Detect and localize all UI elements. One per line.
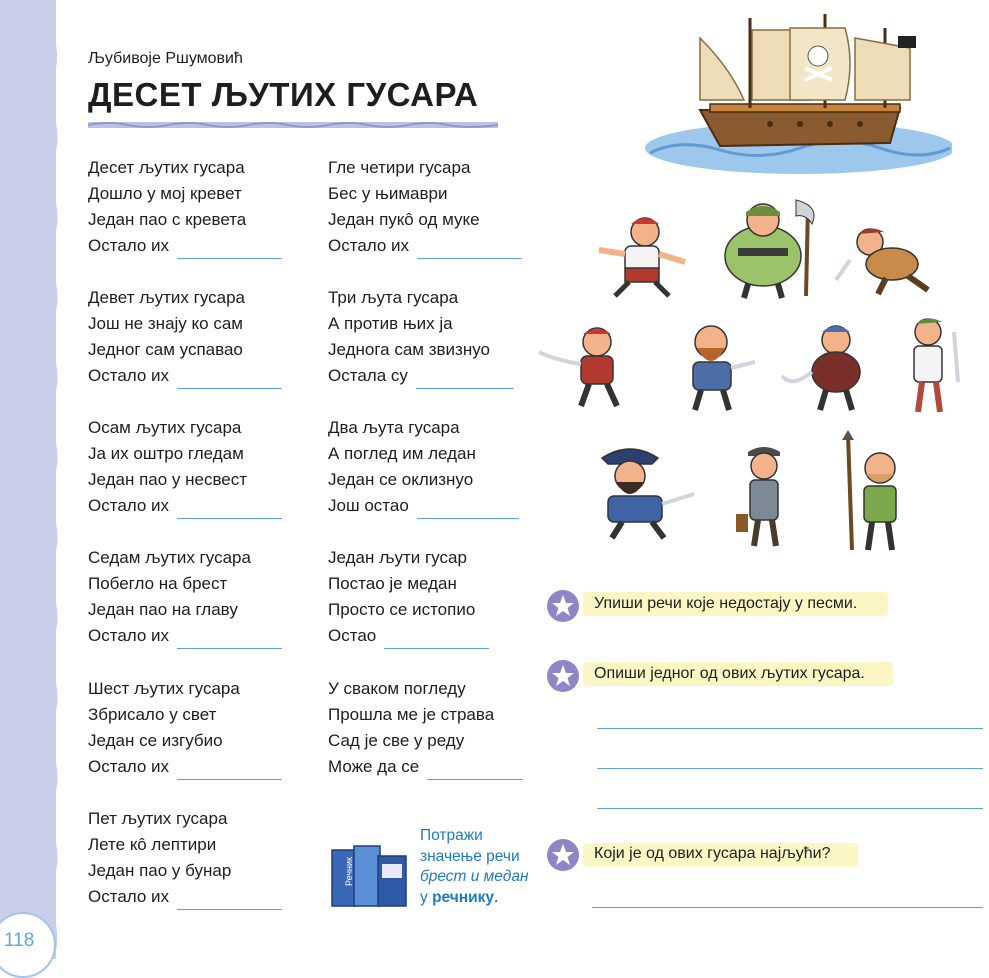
poem-line: Сад је све у реду bbox=[328, 731, 465, 750]
poem-line: Остало их bbox=[88, 496, 170, 515]
poem-line: Десет љутих гусара bbox=[88, 158, 245, 177]
poem-line: А против њих ја bbox=[328, 314, 453, 333]
answer-line[interactable] bbox=[597, 768, 983, 769]
stanza-4 bbox=[88, 545, 308, 649]
fill-in-blank[interactable] bbox=[177, 500, 282, 519]
poem-line: Још не знају ко сам bbox=[88, 314, 243, 333]
poem-line: Бес у њимаври bbox=[328, 184, 448, 203]
pirate-with-axe-illustration bbox=[708, 196, 828, 300]
poem-line: Три љута гусара bbox=[328, 288, 459, 307]
answer-line[interactable] bbox=[597, 808, 983, 809]
dictionary-line-2: значење речи bbox=[420, 847, 520, 865]
pirate-sword-illustration bbox=[535, 320, 655, 410]
poem-line: Још остао bbox=[328, 496, 409, 515]
fill-in-blank[interactable] bbox=[177, 630, 282, 649]
stanza-3 bbox=[88, 415, 308, 519]
poem-line: Један љути гусар bbox=[328, 548, 467, 567]
poem-line: Гле четири гусара bbox=[328, 158, 471, 177]
stanza-5 bbox=[88, 676, 308, 780]
poem-line: Просто се истопио bbox=[328, 600, 476, 619]
stanza-6 bbox=[88, 806, 308, 910]
poem-line: Остало их bbox=[328, 236, 410, 255]
fill-in-blank[interactable] bbox=[427, 761, 523, 780]
poem-line: Један пукô од муке bbox=[328, 210, 480, 229]
poem-line: Пет љутих гусара bbox=[88, 809, 228, 828]
answer-line[interactable] bbox=[597, 728, 983, 729]
task-1-text: Упиши речи које недостају у песми. bbox=[594, 595, 858, 612]
poem-line: Један се изгубио bbox=[88, 731, 223, 750]
page-number: 118 bbox=[4, 930, 35, 951]
poem-line: Седам љутих гусара bbox=[88, 548, 251, 567]
poem-line: Остало их bbox=[88, 366, 170, 385]
task-star-icon bbox=[546, 589, 580, 623]
stanza-7 bbox=[328, 155, 548, 259]
task-star-icon bbox=[546, 659, 580, 693]
task-star-icon bbox=[546, 838, 580, 872]
task-2-text: Опиши једног од ових љутих гусара. bbox=[594, 665, 865, 682]
task-3-text: Који је од ових гусара најљући? bbox=[594, 845, 831, 862]
poem-line: Остао bbox=[328, 626, 377, 645]
stanza-1 bbox=[88, 155, 308, 259]
stanza-11 bbox=[328, 676, 548, 780]
poem-line: Два љута гусара bbox=[328, 418, 460, 437]
poem-line: А поглед им ледан bbox=[328, 444, 476, 463]
pirate-with-spear-illustration bbox=[830, 430, 920, 554]
poem-line: Девет љутих гусара bbox=[88, 288, 245, 307]
poem-line: Постао је медан bbox=[328, 574, 457, 593]
pirate-crouching-illustration bbox=[830, 220, 940, 300]
poem-line: Ја их оштро гледам bbox=[88, 444, 244, 463]
title-underline bbox=[88, 120, 498, 130]
poem-line: Један пао на главу bbox=[88, 600, 238, 619]
answer-line[interactable] bbox=[592, 907, 983, 908]
dictionary-words: брест и медан bbox=[420, 868, 529, 885]
dictionary-prep: у bbox=[420, 888, 428, 906]
pirate-ship-illustration bbox=[640, 8, 952, 178]
fill-in-blank[interactable] bbox=[177, 891, 282, 910]
stanza-10 bbox=[328, 545, 548, 649]
pirate-bearded-illustration bbox=[665, 318, 760, 412]
poem-title: ДЕСЕТ ЉУТИХ ГУСАРА bbox=[88, 76, 479, 113]
poem-line: Један пао с кревета bbox=[88, 210, 247, 229]
pirate-old-illustration bbox=[730, 438, 800, 550]
dictionary-book: речнику bbox=[432, 888, 495, 906]
pirate-running-illustration bbox=[585, 210, 695, 300]
fill-in-blank[interactable] bbox=[384, 630, 489, 649]
dictionary-books-icon bbox=[330, 842, 410, 908]
poem-line: Остала су bbox=[328, 366, 408, 385]
poem-line: Једнога сам звизнуо bbox=[328, 340, 490, 359]
pirate-captain-illustration bbox=[572, 440, 702, 540]
fill-in-blank[interactable] bbox=[416, 370, 514, 389]
poem-line: Збрисало у свет bbox=[88, 705, 217, 724]
stanza-8 bbox=[328, 285, 548, 389]
fill-in-blank[interactable] bbox=[417, 240, 522, 259]
poem-line: Осам љутих гусара bbox=[88, 418, 242, 437]
poem-line: Побегло на брест bbox=[88, 574, 228, 593]
torn-paper-edge bbox=[40, 0, 66, 959]
poem-line: Прошла ме је страва bbox=[328, 705, 495, 724]
poem-line: Остало их bbox=[88, 626, 170, 645]
poem-line: Дошло у мој кревет bbox=[88, 184, 242, 203]
poem-line: Остало их bbox=[88, 887, 170, 906]
dictionary-note bbox=[420, 826, 528, 908]
poem-author: Љубивоје Ршумовић bbox=[88, 50, 243, 67]
fill-in-blank[interactable] bbox=[177, 761, 282, 780]
poem-line: Шест љутих гусара bbox=[88, 679, 240, 698]
dictionary-dot: . bbox=[494, 888, 499, 906]
poem-line: Лете кô лептири bbox=[88, 835, 217, 854]
pirate-tall-illustration bbox=[892, 312, 972, 416]
poem-line: Може да се bbox=[328, 757, 420, 776]
poem-line: Остало их bbox=[88, 236, 170, 255]
poem-line: Остало их bbox=[88, 757, 170, 776]
poem-line: Један се оклизнуо bbox=[328, 470, 474, 489]
poem-line: Једног сам успавао bbox=[88, 340, 243, 359]
svg-text:Речник: Речник bbox=[344, 857, 354, 886]
stanza-2 bbox=[88, 285, 308, 389]
pirate-cutlass-illustration bbox=[780, 318, 890, 412]
fill-in-blank[interactable] bbox=[417, 500, 519, 519]
poem-line: Један пао у несвест bbox=[88, 470, 248, 489]
dictionary-line-1: Потражи bbox=[420, 827, 483, 844]
fill-in-blank[interactable] bbox=[177, 240, 282, 259]
poem-line: У сваком погледу bbox=[328, 679, 466, 698]
poem-line: Један пао у бунар bbox=[88, 861, 232, 880]
fill-in-blank[interactable] bbox=[177, 370, 282, 389]
stanza-9 bbox=[328, 415, 548, 519]
